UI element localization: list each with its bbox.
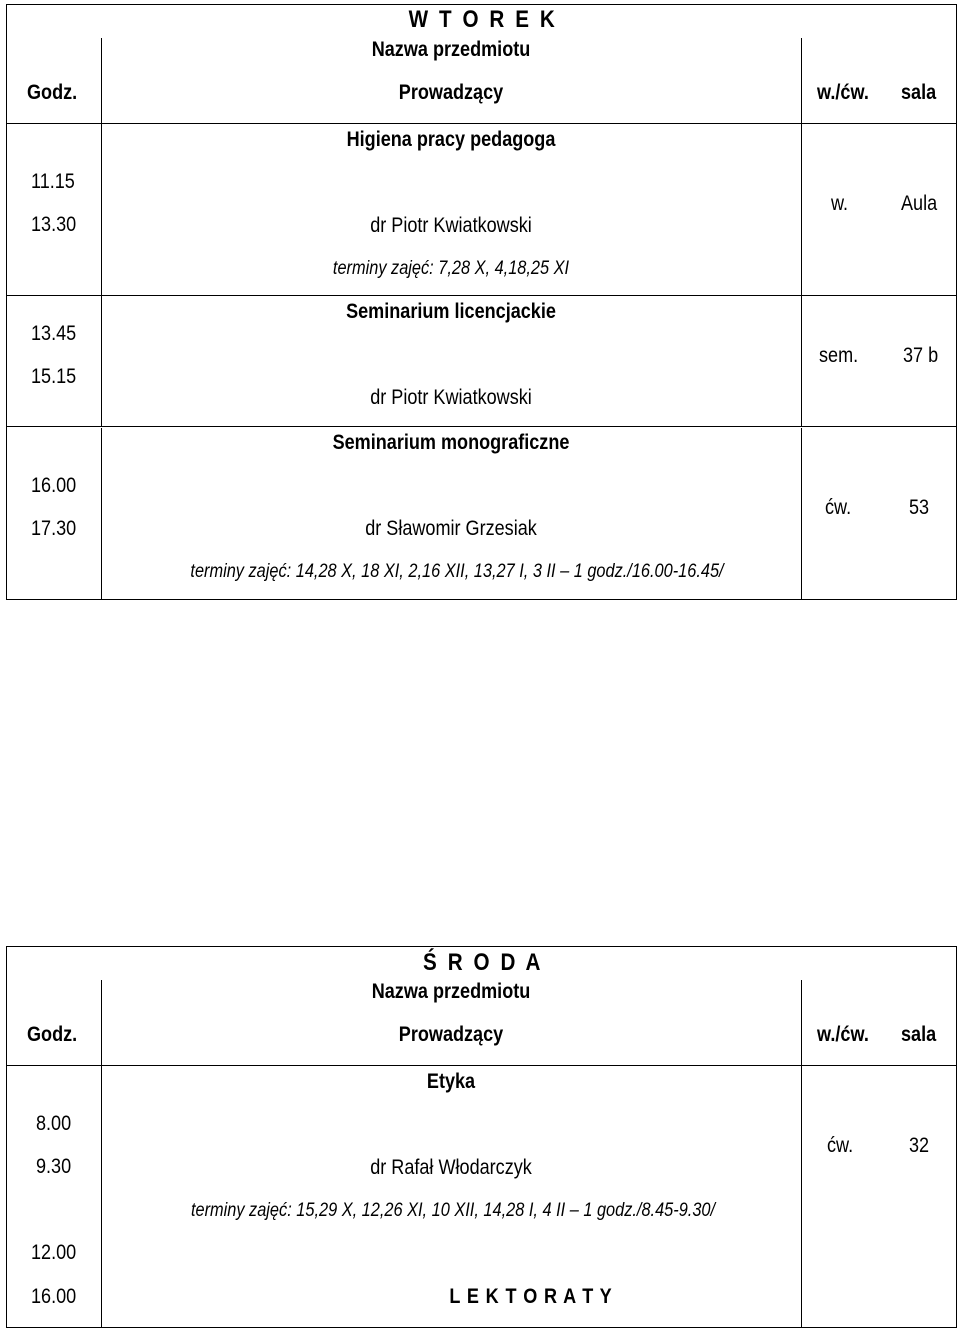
class-type: sem. xyxy=(819,344,859,367)
subject-name: Etyka xyxy=(426,1070,476,1093)
room: 37 b xyxy=(903,344,939,367)
lecturer-name: dr Rafał Włodarczyk xyxy=(370,1156,532,1179)
header-hour: Godz. xyxy=(27,81,78,104)
end-time: 17.30 xyxy=(31,517,77,540)
table-row xyxy=(7,125,956,297)
end-time: 9.30 xyxy=(36,1155,72,1178)
start-time: 8.00 xyxy=(36,1112,72,1135)
header-hour: Godz. xyxy=(27,1023,78,1046)
lecturer-name: dr Piotr Kwiatkowski xyxy=(370,214,532,237)
end-time: 13.30 xyxy=(31,213,77,236)
lecturer-name: dr Piotr Kwiatkowski xyxy=(370,386,532,409)
header-type: w./ćw. xyxy=(817,81,869,104)
table-row xyxy=(7,1237,956,1327)
table-row xyxy=(7,1067,956,1237)
table-row xyxy=(7,428,956,600)
table-row xyxy=(7,297,956,427)
start-time: 13.45 xyxy=(31,322,77,345)
room: 32 xyxy=(909,1134,930,1157)
end-time: 16.00 xyxy=(31,1285,77,1308)
tuesday-schedule-table xyxy=(6,4,957,600)
class-dates: terminy zajęć: 14,28 X, 18 XI, 2,16 XII, 13,27 I, 3 II – 1 godz./16.00-16.45/ xyxy=(190,561,724,582)
wednesday-schedule-table xyxy=(6,946,957,1328)
subject-name: Higiena pracy pedagoga xyxy=(346,128,556,151)
header-type: w./ćw. xyxy=(817,1023,869,1046)
subject-name: L E K T O R A T Y xyxy=(449,1285,613,1308)
header-subject: Nazwa przedmiotu xyxy=(371,980,531,1003)
day-title: Ś R O D A xyxy=(423,949,543,976)
end-time: 15.15 xyxy=(31,365,77,388)
header-room: sala xyxy=(901,1023,937,1046)
room: 53 xyxy=(909,496,930,519)
lecturer-name: dr Sławomir Grzesiak xyxy=(365,517,537,540)
start-time: 16.00 xyxy=(31,474,77,497)
class-dates: terminy zajęć: 15,29 X, 12,26 XI, 10 XII, 14,28 I, 4 II – 1 godz./8.45-9.30/ xyxy=(190,1200,716,1221)
day-title: W T O R E K xyxy=(408,6,558,33)
subject-name: Seminarium licencjackie xyxy=(346,300,556,323)
wednesday-header xyxy=(7,947,956,1067)
tuesday-header xyxy=(7,5,956,125)
subject-name: Seminarium monograficzne xyxy=(332,431,570,454)
header-subject: Nazwa przedmiotu xyxy=(371,38,531,61)
class-type: ćw. xyxy=(825,496,852,519)
room: Aula xyxy=(901,192,938,215)
header-lecturer: Prowadzący xyxy=(398,1023,504,1046)
class-type: ćw. xyxy=(827,1134,854,1157)
class-type: w. xyxy=(831,192,849,215)
start-time: 11.15 xyxy=(31,170,75,193)
class-dates: terminy zajęć: 7,28 X, 4,18,25 XI xyxy=(332,258,570,279)
start-time: 12.00 xyxy=(31,1241,77,1264)
header-lecturer: Prowadzący xyxy=(398,81,504,104)
header-room: sala xyxy=(901,81,937,104)
